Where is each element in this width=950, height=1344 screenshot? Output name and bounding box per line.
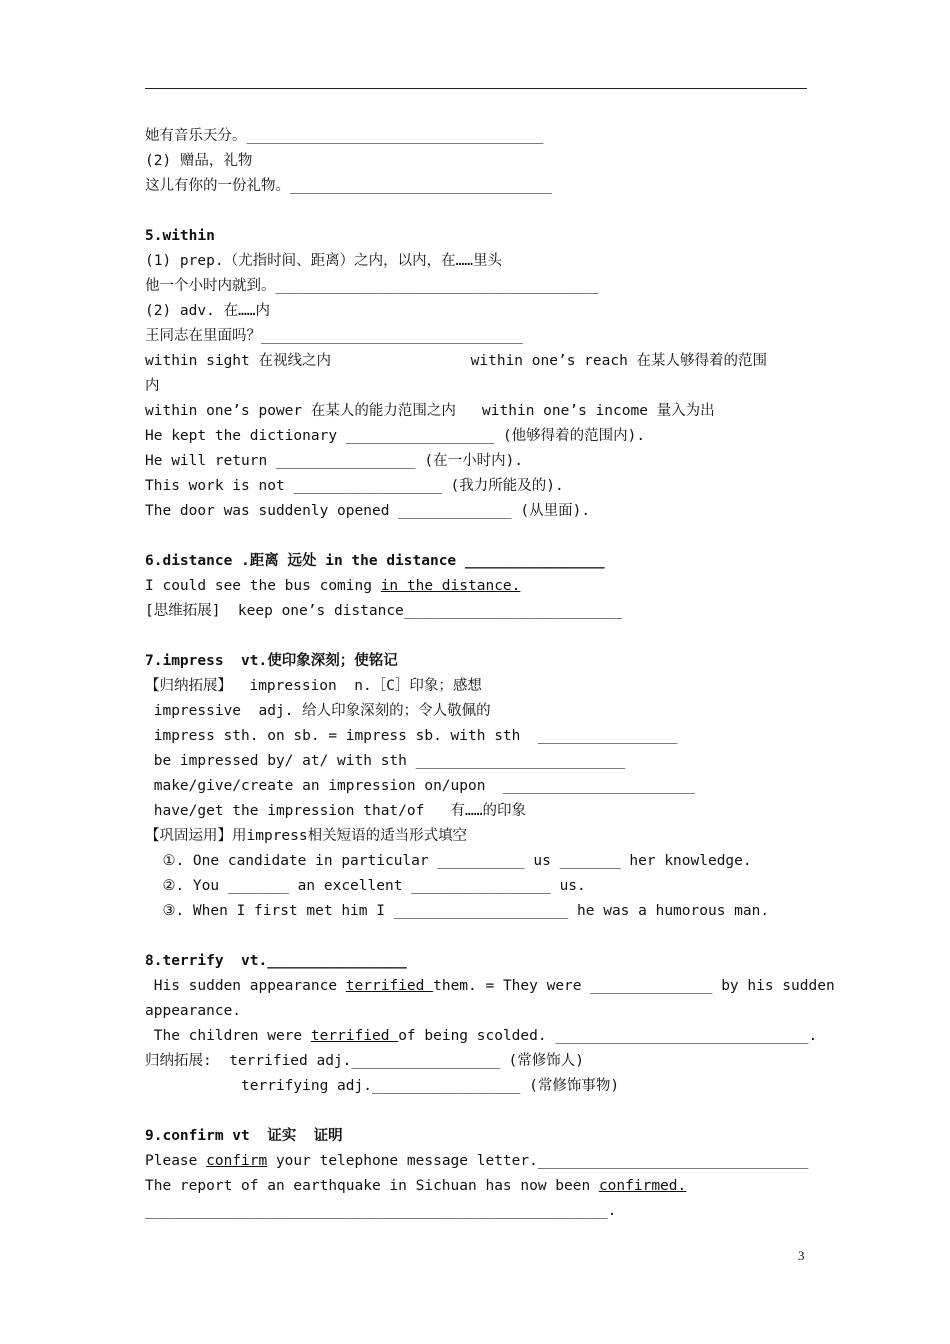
text-line: impressive adj. 给人印象深刻的；令人敬佩的 [145, 703, 491, 719]
example-line: His sudden appearance terrified them. = They were ______________ by his sudden [145, 978, 835, 994]
text-line: 王同志在里面吗？______________________________ [145, 328, 523, 344]
exercise-line: He kept the dictionary _________________ (他够得着的范围内). [145, 428, 646, 444]
exercise-line: ①. One candidate in particular __________ us _______ her knowledge. [145, 853, 752, 869]
underlined-phrase: in the distance. [380, 578, 521, 594]
underlined-phrase: confirm [206, 1153, 268, 1169]
section-heading-impress: 7.impress vt.使印象深刻；使铭记 [145, 653, 398, 669]
text-line: [思维拓展] keep one’s distance_________________________ [145, 603, 623, 619]
example-line: The children were terrified of being scolded. _____________________________. [145, 1028, 818, 1044]
text-line: 归纳拓展: terrified adj._________________ (常修饰人) [145, 1053, 584, 1069]
text-line: 她有音乐天分。__________________________________ [145, 128, 544, 144]
text-line: 【巩固运用】用impress相关短语的适当形式填空 [145, 828, 468, 844]
text-line: within sight 在视线之内 within one’s reach 在某人够得着的范围 [145, 353, 768, 369]
section-heading-terrify: 8.terrify vt.________________ [145, 953, 407, 969]
text-line: 这儿有你的一份礼物。______________________________ [145, 178, 552, 194]
text-line: make/give/create an impression on/upon ______________________ [145, 778, 695, 794]
text-line: appearance. [145, 1003, 242, 1019]
text-line: be impressed by/ at/ with sth ________________________ [145, 753, 626, 769]
underlined-phrase: terrified [310, 1028, 399, 1044]
text-line: 【归纳拓展】 impression n.［C］印象；感想 [145, 678, 482, 694]
example-line: The report of an earthquake in Sichuan has now been confirmed. [145, 1178, 687, 1194]
exercise-line: ②. You _______ an excellent ________________ us. [145, 878, 586, 894]
text-line: impress sth. on sb. = impress sb. with sth ________________ [145, 728, 678, 744]
header-rule [145, 88, 807, 89]
text-line: (1) prep.（尤指时间、距离）之内，以内，在……里头 [145, 253, 503, 269]
exercise-line: This work is not _________________ (我力所能及的). [145, 478, 564, 494]
example-line: Please confirm your telephone message letter._______________________________ [145, 1153, 809, 1169]
exercise-line: He will return ________________ (在一小时内). [145, 453, 524, 469]
example-line: I could see the bus coming in the distance. [145, 578, 521, 594]
section-heading-confirm: 9.confirm vt 证实 证明 [145, 1128, 343, 1144]
exercise-line: The door was suddenly opened _____________ (从里面). [145, 503, 591, 519]
text-line: within one’s power 在某人的能力范围之内 within one’s income 量入为出 [145, 403, 715, 419]
text-line: (2) adv. 在……内 [145, 303, 271, 319]
text-line: 他一个小时内就到。_____________________________________ [145, 278, 599, 294]
text-line: _____________________________________________________. [145, 1203, 617, 1219]
text-line: (2) 赠品，礼物 [145, 153, 253, 169]
underlined-phrase: terrified [345, 978, 434, 994]
text-line: have/get the impression that/of 有……的印象 [145, 803, 526, 819]
exercise-line: ③. When I first met him I ____________________ he was a humorous man. [145, 903, 770, 919]
section-heading-within: 5.within [145, 228, 215, 244]
section-heading-distance: 6.distance .距离 远处 in the distance ________________ [145, 553, 605, 569]
underlined-phrase: confirmed. [598, 1178, 687, 1194]
text-line: 内 [145, 378, 160, 394]
page-number: 3 [798, 1248, 805, 1263]
text-line: terrifying adj._________________ (常修饰事物) [145, 1078, 620, 1094]
